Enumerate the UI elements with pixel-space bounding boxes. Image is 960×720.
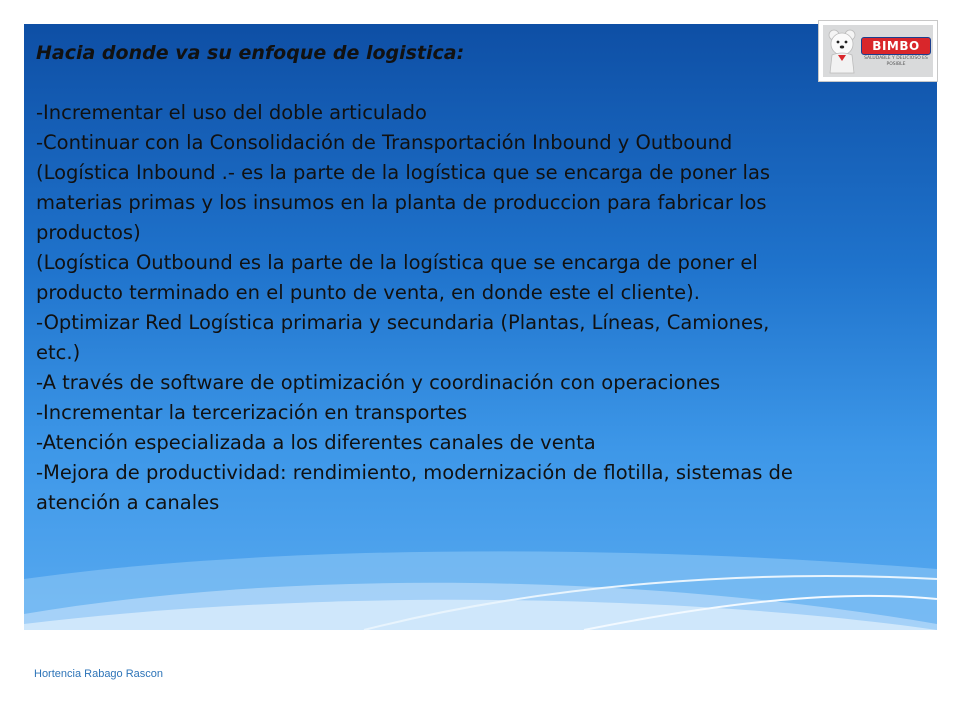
body-line: -Atención especializada a los diferentes canales de venta xyxy=(36,431,596,454)
slide-content xyxy=(36,38,921,518)
body-line: -Incrementar la tercerización en transportes xyxy=(36,401,468,424)
body-line: -Continuar con la Consolidación de Transportación Inbound y Outbound xyxy=(36,131,733,154)
brand-tagline: SALUDABLE Y DELICIOSO ES POSIBLE xyxy=(864,56,928,67)
body-line: (Logística Outbound es la parte de la logística que se encarga de poner el xyxy=(36,251,758,274)
body-line: -Mejora de productividad: rendimiento, modernización de flotilla, sistemas de xyxy=(36,461,793,484)
body-line: producto terminado en el punto de venta, en donde este el cliente). xyxy=(36,281,700,304)
body-line: etc.) xyxy=(36,341,81,364)
body-line: atención a canales xyxy=(36,491,220,514)
content-panel xyxy=(24,24,937,630)
author-footer: Hortencia Rabago Rascon xyxy=(34,668,164,680)
bear-icon xyxy=(825,27,859,75)
body-line: -Incrementar el uso del doble articulado xyxy=(36,101,427,124)
body-line: -A través de software de optimización y coordinación con operaciones xyxy=(36,371,721,394)
body-line: -Optimizar Red Logística primaria y secundaria (Plantas, Líneas, Camiones, xyxy=(36,311,770,334)
brand-name: BIMBO xyxy=(861,37,931,55)
body-line: productos) xyxy=(36,221,141,244)
body-line: (Logística Inbound .- es la parte de la logística que se encarga de poner las xyxy=(36,161,771,184)
bimbo-logo xyxy=(818,20,938,82)
body-line: materias primas y los insumos en la planta de produccion para fabricar los xyxy=(36,191,767,214)
logo-background xyxy=(823,25,933,77)
slide-heading: Hacia donde va su enfoque de logistica: xyxy=(36,42,465,64)
